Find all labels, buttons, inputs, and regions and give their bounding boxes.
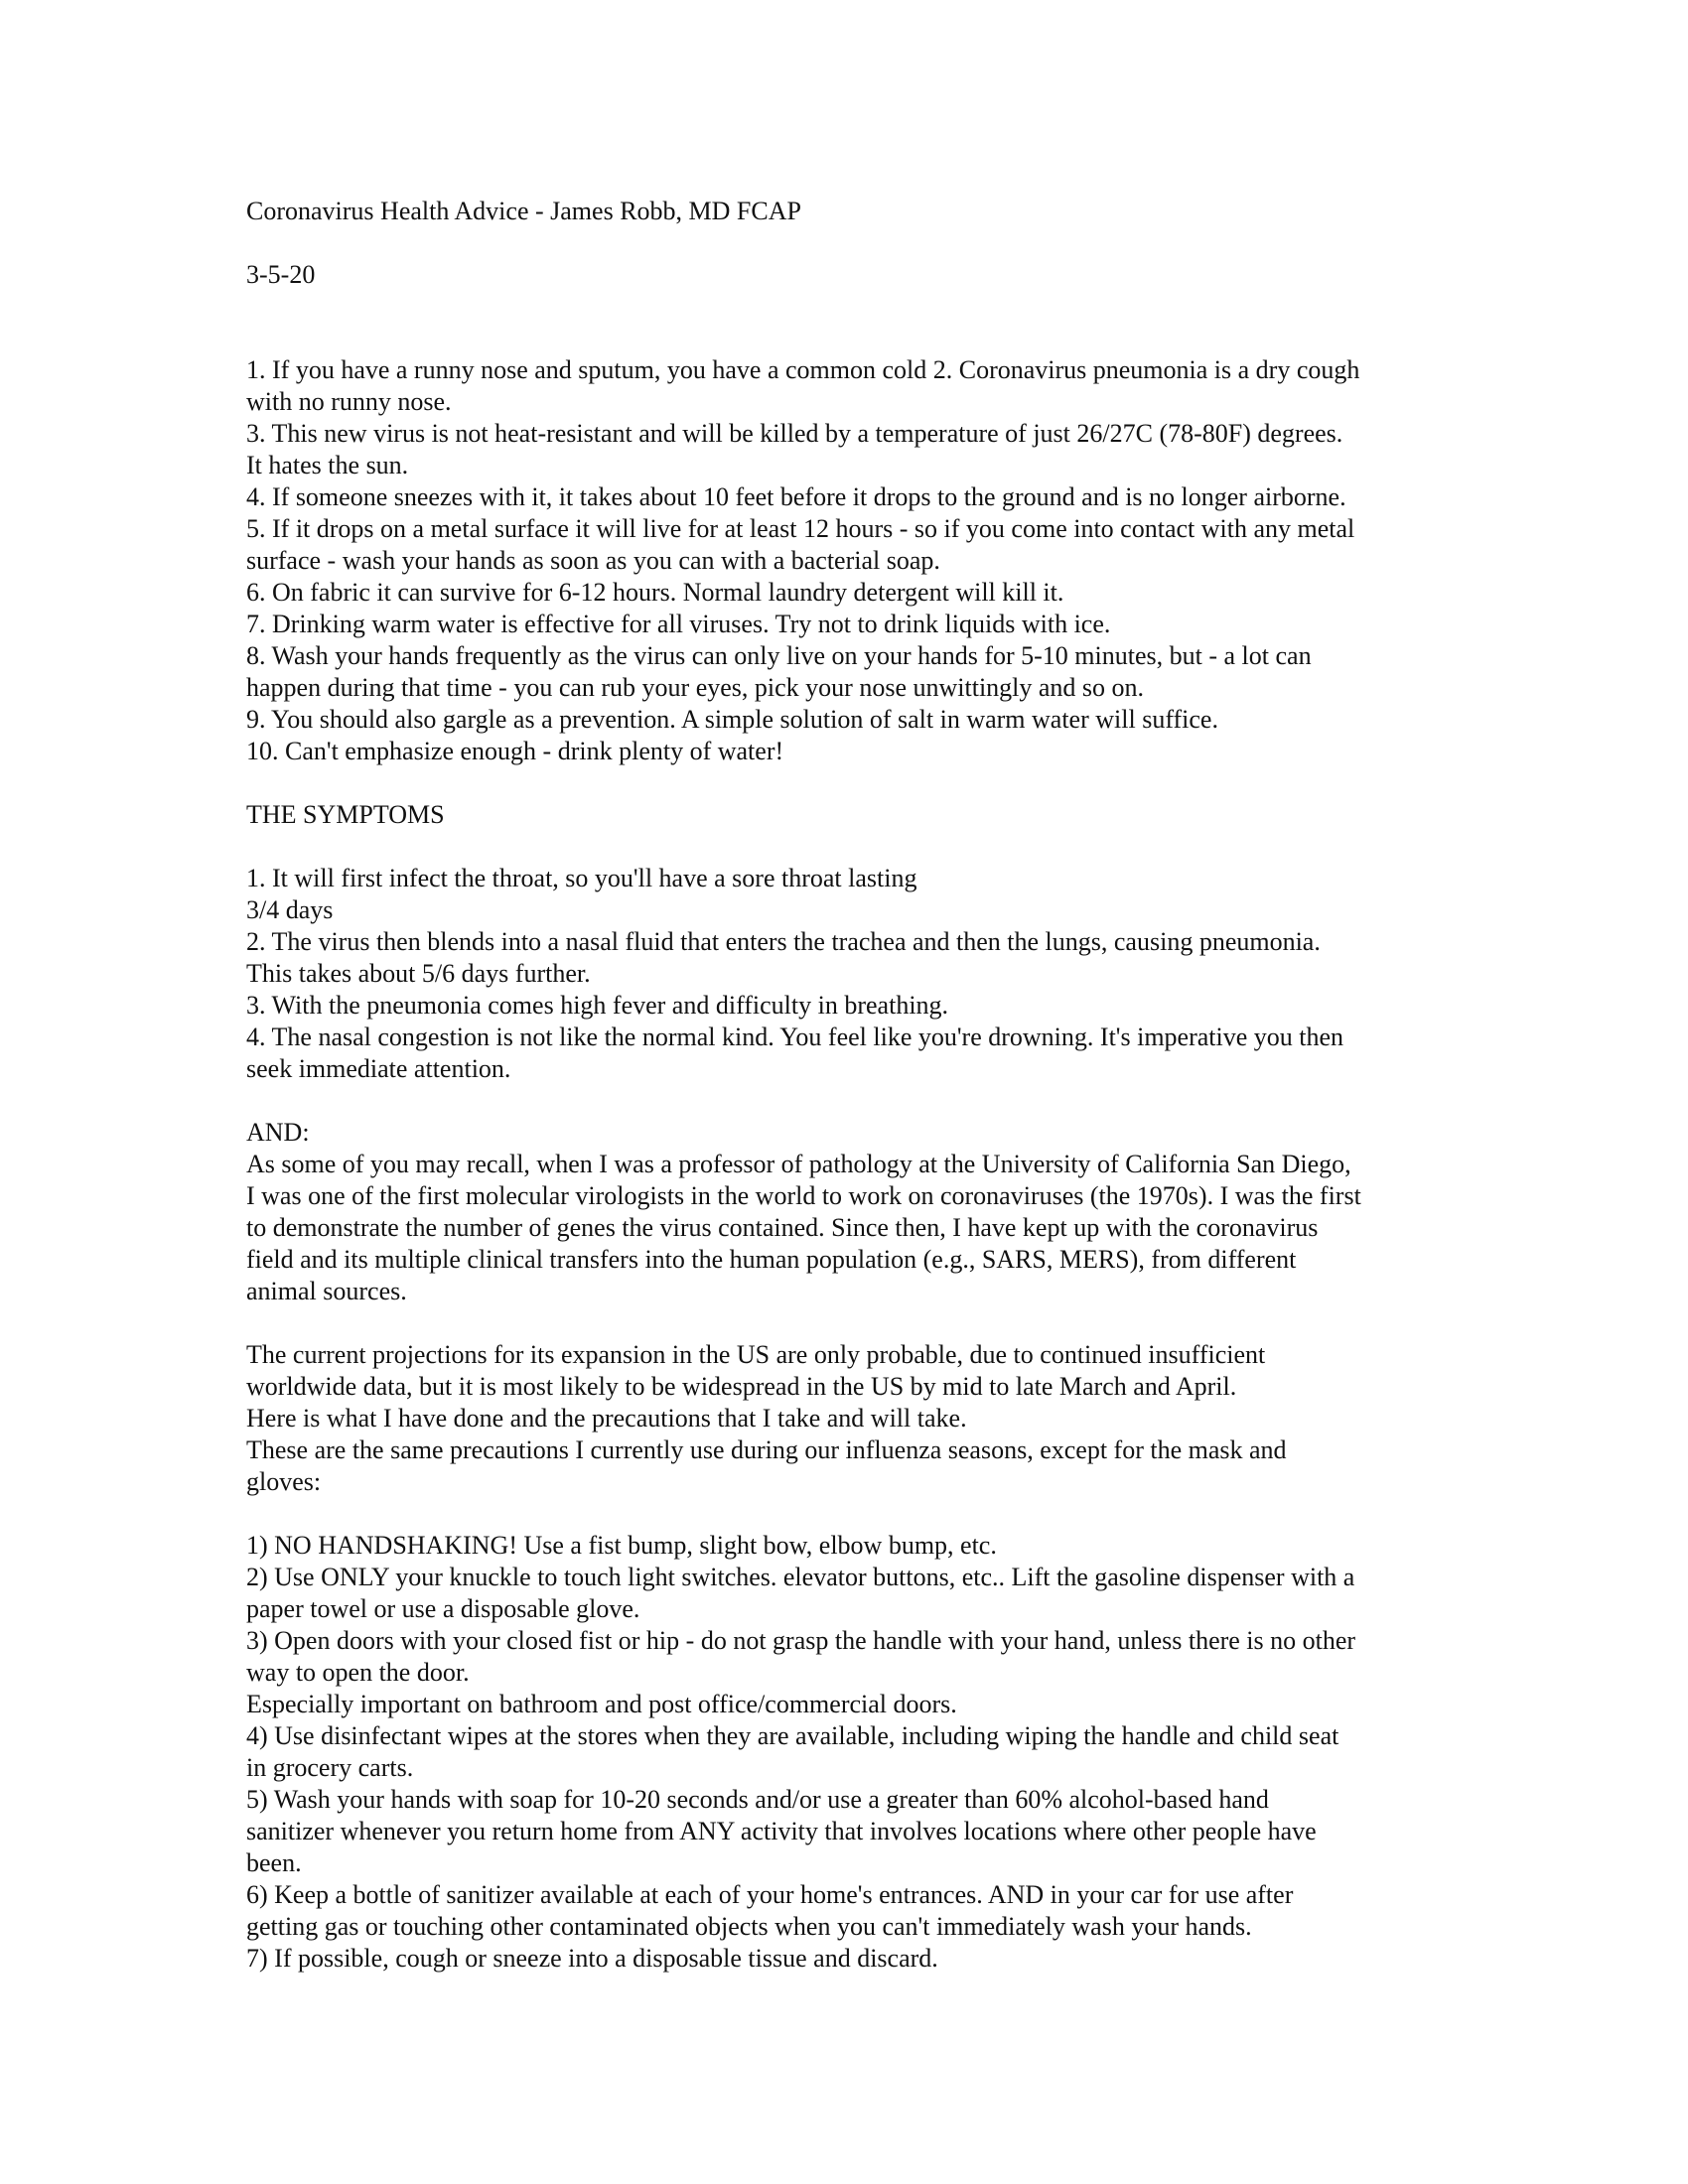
document-date: 3-5-20 xyxy=(246,260,316,289)
advice-list xyxy=(246,354,1477,767)
spacer xyxy=(246,323,1477,354)
spacer xyxy=(246,291,1477,323)
symptom-line: This takes about 5/6 days further. xyxy=(246,959,591,988)
spacer xyxy=(246,831,1477,863)
symptom-line: 4. The nasal congestion is not like the normal kind. You feel like you're drowning. It's imperative you then xyxy=(246,1023,1344,1051)
precaution-line: 4) Use disinfectant wipes at the stores when they are available, including wiping the handle and child seat xyxy=(246,1721,1339,1750)
precaution-line: 3) Open doors with your closed fist or hip - do not grasp the handle with your hand, unless there is no other xyxy=(246,1626,1356,1655)
precaution-line: sanitizer whenever you return home from ANY activity that involves locations where other people have xyxy=(246,1817,1317,1845)
projection-paragraph xyxy=(246,1339,1477,1498)
precaution-line: 1) NO HANDSHAKING! Use a fist bump, slight bow, elbow bump, etc. xyxy=(246,1531,997,1560)
advice-line: 3. This new virus is not heat-resistant and will be killed by a temperature of just 26/27C (78-80F) degrees. xyxy=(246,419,1343,448)
advice-line: with no runny nose. xyxy=(246,387,452,416)
symptoms-list xyxy=(246,863,1477,1085)
advice-line: 7. Drinking warm water is effective for all viruses. Try not to drink liquids with ice. xyxy=(246,610,1111,638)
spacer xyxy=(246,1085,1477,1117)
paragraph-line: field and its multiple clinical transfers into the human population (e.g., SARS, MERS), from different xyxy=(246,1245,1297,1274)
precaution-line: Especially important on bathroom and post office/commercial doors. xyxy=(246,1690,957,1718)
paragraph-line: worldwide data, but it is most likely to be widespread in the US by mid to late March and April. xyxy=(246,1372,1237,1401)
paragraph-line: to demonstrate the number of genes the virus contained. Since then, I have kept up with the coronavirus xyxy=(246,1213,1319,1242)
spacer xyxy=(246,227,1477,259)
advice-line: happen during that time - you can rub your eyes, pick your nose unwittingly and so on. xyxy=(246,673,1145,702)
paragraph-line: The current projections for its expansion in the US are only probable, due to continued insufficient xyxy=(246,1340,1266,1369)
spacer xyxy=(246,1498,1477,1530)
precautions-list xyxy=(246,1530,1477,1975)
spacer xyxy=(246,1307,1477,1339)
advice-line: surface - wash your hands as soon as you can with a bacterial soap. xyxy=(246,546,940,575)
symptom-line: 2. The virus then blends into a nasal fluid that enters the trachea and then the lungs, causing pneumonia. xyxy=(246,927,1321,956)
symptom-line: seek immediate attention. xyxy=(246,1054,511,1083)
precaution-line: paper towel or use a disposable glove. xyxy=(246,1594,640,1623)
and-heading: AND: xyxy=(246,1118,310,1147)
document-body xyxy=(246,196,1477,1975)
advice-line: 1. If you have a runny nose and sputum, you have a common cold 2. Coronavirus pneumonia is a dry cough xyxy=(246,355,1360,384)
paragraph-line: These are the same precautions I currently use during our influenza seasons, except for the mask and xyxy=(246,1435,1287,1464)
symptom-line: 3. With the pneumonia comes high fever and difficulty in breathing. xyxy=(246,991,949,1020)
advice-line: 5. If it drops on a metal surface it will live for at least 12 hours - so if you come into contact with any metal xyxy=(246,514,1355,543)
advice-line: It hates the sun. xyxy=(246,451,409,479)
spacer xyxy=(246,767,1477,799)
paragraph-line: I was one of the first molecular virologists in the world to work on coronaviruses (the 1970s). I was the first xyxy=(246,1181,1361,1210)
advice-line: 8. Wash your hands frequently as the virus can only live on your hands for 5-10 minutes, but - a lot can xyxy=(246,641,1312,670)
advice-line: 10. Can't emphasize enough - drink plenty of water! xyxy=(246,737,784,765)
precaution-line: been. xyxy=(246,1848,302,1877)
symptoms-heading: THE SYMPTOMS xyxy=(246,800,445,829)
precaution-line: 5) Wash your hands with soap for 10-20 seconds and/or use a greater than 60% alcohol-based hand xyxy=(246,1785,1269,1814)
symptom-line: 3/4 days xyxy=(246,895,334,924)
document-title: Coronavirus Health Advice - James Robb, MD FCAP xyxy=(246,197,801,225)
paragraph-line: animal sources. xyxy=(246,1277,407,1305)
precaution-line: way to open the door. xyxy=(246,1658,470,1687)
paragraph-line: Here is what I have done and the precautions that I take and will take. xyxy=(246,1404,967,1433)
advice-line: 4. If someone sneezes with it, it takes about 10 feet before it drops to the ground and is no longer airborne. xyxy=(246,482,1346,511)
precaution-line: 2) Use ONLY your knuckle to touch light switches. elevator buttons, etc.. Lift the gasoline dispenser with a xyxy=(246,1563,1355,1591)
precaution-line: 7) If possible, cough or sneeze into a disposable tissue and discard. xyxy=(246,1944,938,1973)
symptom-line: 1. It will first infect the throat, so you'll have a sore throat lasting xyxy=(246,864,917,892)
advice-line: 9. You should also gargle as a prevention. A simple solution of salt in warm water will suffice. xyxy=(246,705,1218,734)
precaution-line: getting gas or touching other contaminated objects when you can't immediately wash your hands. xyxy=(246,1912,1252,1941)
precaution-line: in grocery carts. xyxy=(246,1753,414,1782)
advice-line: 6. On fabric it can survive for 6-12 hours. Normal laundry detergent will kill it. xyxy=(246,578,1064,607)
paragraph-line: As some of you may recall, when I was a professor of pathology at the University of California San Diego, xyxy=(246,1150,1351,1178)
background-paragraph xyxy=(246,1149,1477,1307)
paragraph-line: gloves: xyxy=(246,1467,322,1496)
precaution-line: 6) Keep a bottle of sanitizer available at each of your home's entrances. AND in your car for use after xyxy=(246,1880,1294,1909)
